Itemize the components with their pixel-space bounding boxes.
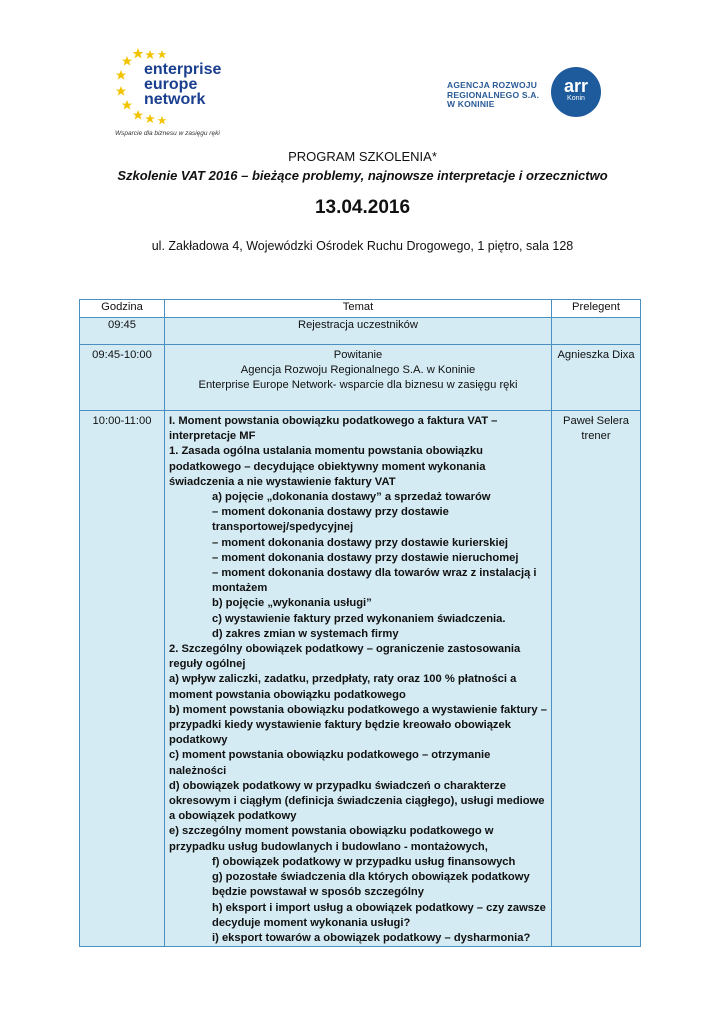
topic-item: 1. Zasada ogólna ustalania momentu powstania obowiązku podatkowego – decydujące obiektywny moment wykonania świadczenia a nie wystawienie faktury VAT bbox=[169, 445, 486, 488]
topic-item: a) wpływ zaliczki, zadatku, przedpłaty, raty oraz 100 % płatności a moment powstania obowiązku podatkowego bbox=[169, 673, 517, 701]
row-speaker bbox=[552, 318, 641, 345]
topic-item: I. Moment powstania obowiązku podatkowego a faktura VAT – interpretacje MF bbox=[169, 415, 498, 443]
training-date: 13.04.2016 bbox=[314, 197, 411, 218]
row-speaker: Agnieszka Dixa bbox=[552, 345, 641, 411]
topic-item: b) pojęcie „wykonania usługi” bbox=[212, 597, 372, 610]
topic-item: 2. Szczególny obowiązek podatkowy – ograniczenie zastosowania reguły ogólnej bbox=[169, 643, 521, 671]
row-time: 10:00-11:00 bbox=[80, 411, 165, 947]
topic-item: f) obowiązek podatkowy w przypadku usług finansowych bbox=[212, 855, 516, 868]
row-topic: Powitanie Agencja Rozwoju Regionalnego S.A. w Koninie Enterprise Europe Network- wsparcie dla biznesu w zasięgu ręki bbox=[165, 345, 552, 411]
training-address: ul. Zakładowa 4, Wojewódzki Ośrodek Ruchu Drogowego, 1 piętro, sala 128 bbox=[151, 239, 574, 253]
table-row bbox=[80, 318, 641, 345]
een-wordmark: enterprise europe network bbox=[144, 61, 222, 108]
topic-item: i) eksport towarów a obowiązek podatkowy – dysharmonia? bbox=[212, 931, 531, 944]
enterprise-europe-network-logo bbox=[112, 44, 262, 144]
arr-badge-icon: arr Konin bbox=[551, 67, 601, 117]
header-speaker: Prelegent bbox=[552, 300, 641, 318]
row-time: 09:45-10:00 bbox=[80, 345, 165, 411]
topic-item: a) pojęcie „dokonania dostawy” a sprzedaż towarów bbox=[212, 491, 491, 504]
topic-item: c) moment powstania obowiązku podatkowego – otrzymanie należności bbox=[169, 749, 491, 777]
topic-item: – moment dokonania dostawy przy dostawie kurierskiej bbox=[212, 536, 508, 549]
topic-item: – moment dokonania dostawy przy dostawie nieruchomej bbox=[212, 551, 519, 564]
row-time: 09:45 bbox=[80, 318, 165, 345]
topic-item: – moment dokonania dostawy przy dostawie transportowej/spedycyjnej bbox=[212, 506, 449, 534]
een-tagline: Wsparcie dla biznesu w zasięgu ręki bbox=[115, 130, 220, 137]
topic-item: c) wystawienie faktury przed wykonaniem świadczenia. bbox=[212, 612, 506, 625]
training-title: Szkolenie VAT 2016 – bieżące problemy, najnowsze interpretacje i orzecznictwo bbox=[117, 168, 608, 183]
arr-agency-name: AGENCJA ROZWOJU REGIONALNEGO S.A. W KONINIE bbox=[447, 80, 540, 109]
topic-item: d) zakres zmian w systemach firmy bbox=[212, 627, 399, 640]
header-time: Godzina bbox=[80, 300, 165, 318]
table-row bbox=[80, 345, 641, 411]
row-speaker: Paweł Selera trener bbox=[552, 411, 641, 947]
row-topic: Rejestracja uczestników bbox=[165, 318, 552, 345]
row-topic-outline bbox=[165, 411, 552, 947]
topic-item: h) eksport i import usług a obowiązek podatkowy – czy zawsze decyduje moment wykonania usługi? bbox=[212, 901, 546, 929]
topic-item: d) obowiązek podatkowy w przypadku świadczeń o charakterze okresowym i ciągłym (definicja świadczenia ciągłego), usługi mediowe a obowiązek podatkowy bbox=[169, 779, 545, 823]
table-header-row bbox=[80, 300, 641, 318]
topic-item: – moment dokonania dostawy dla towarów wraz z instalacją i montażem bbox=[212, 567, 537, 595]
table-row bbox=[80, 411, 641, 947]
program-heading: PROGRAM SZKOLENIA* bbox=[288, 149, 437, 164]
topic-item: e) szczególny moment powstania obowiązku podatkowego w przypadku usług budowlanych i budowlano - montażowych, bbox=[169, 825, 494, 853]
topic-item: g) pozostałe świadczenia dla których obowiązek podatkowy będzie powstawał w sposób szczególny bbox=[212, 871, 530, 899]
program-table bbox=[79, 299, 641, 947]
header-topic: Temat bbox=[165, 300, 552, 318]
topic-item: b) moment powstania obowiązku podatkowego a wystawienie faktury – przypadki kiedy wystawienie faktury będzie kreowało obowiązek podatkowy bbox=[169, 703, 547, 747]
arr-konin-logo bbox=[447, 67, 617, 117]
